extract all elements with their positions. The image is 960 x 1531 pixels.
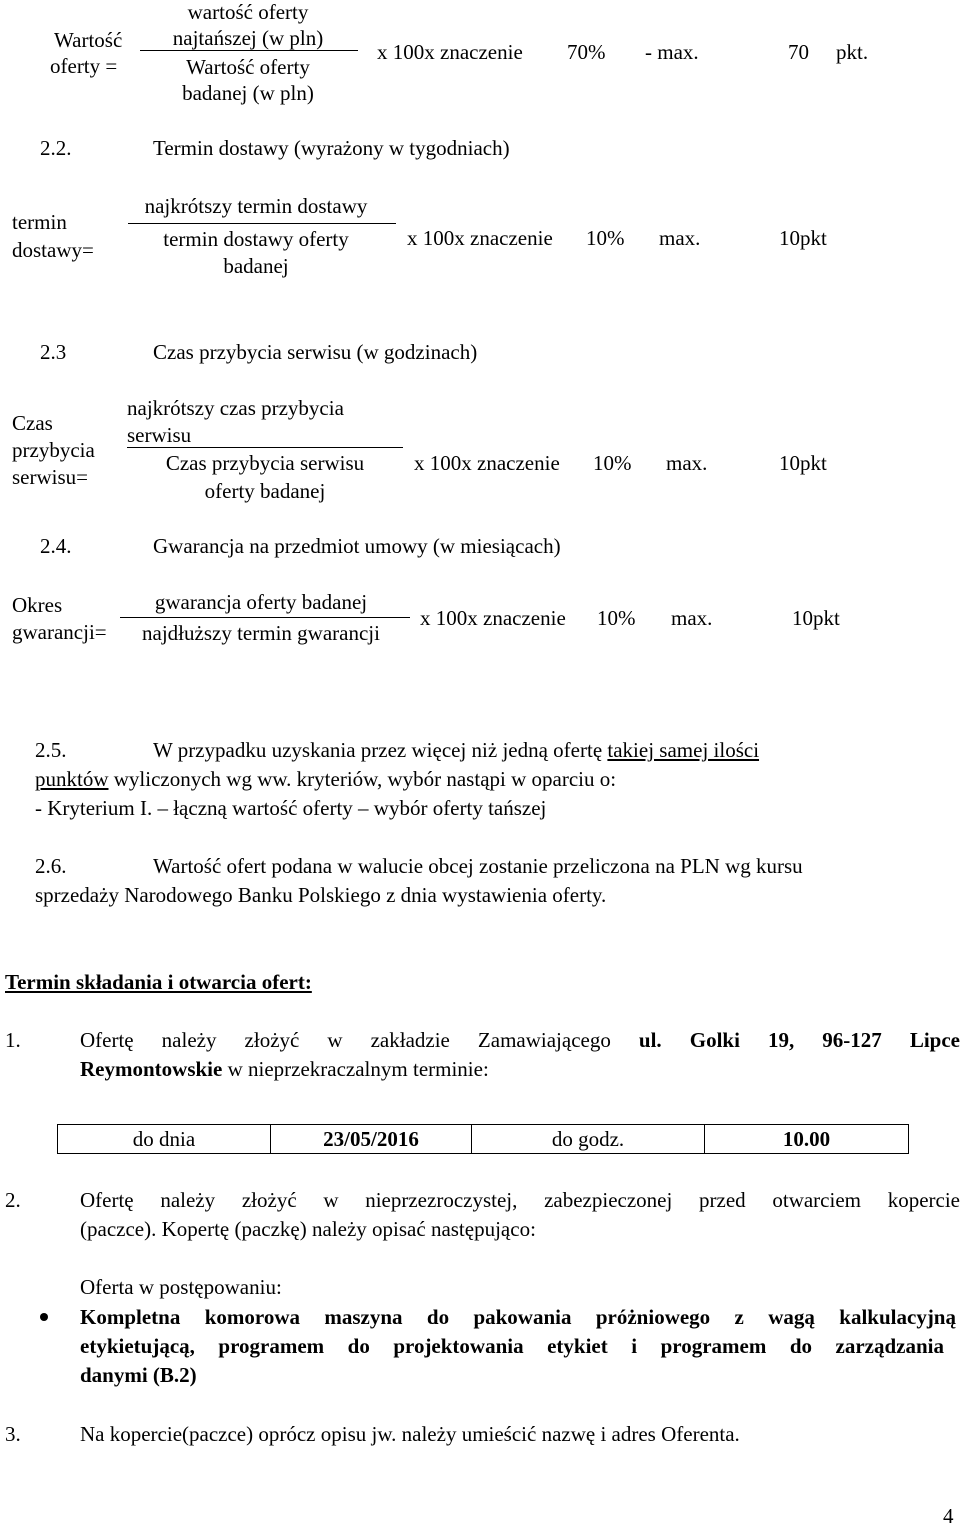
section-2-2-denominator-line1: termin dostawy oferty [163, 227, 349, 251]
price-points: 70 [788, 40, 809, 64]
section-2-5-text-underlined: takiej samej ilości [607, 738, 760, 762]
section-2-4-lhs-line2: gwarancji= [12, 620, 107, 644]
bullet-dot [40, 1313, 48, 1321]
section-2-4-points: 10pkt [792, 606, 840, 630]
section-2-3-lhs-line3: serwisu= [12, 465, 89, 489]
section-2-4-factor: x 100x znaczenie [420, 606, 566, 630]
section-2-3-max: max. [666, 451, 708, 475]
section-2-3-denominator-line1: Czas przybycia serwisu [165, 451, 365, 475]
price-fraction-bar [140, 50, 358, 51]
price-numerator-line1: wartość oferty [187, 0, 309, 24]
section-2-6-number: 2.6. [35, 854, 67, 878]
section-2-3-numerator-line1: najkrótszy czas przybycia [127, 396, 344, 420]
price-weight: 70% [567, 40, 606, 64]
section-2-3-lhs-line1: Czas [12, 411, 53, 435]
price-numerator-line2: najtańszej (w pln) [172, 26, 324, 50]
item-1-line2-plain: w nieprzekraczalnym terminie: [227, 1057, 489, 1081]
item-1-line1 [80, 1030, 960, 1051]
deadline-label-time: do godz. [472, 1125, 705, 1154]
section-2-3-number: 2.3 [40, 340, 67, 364]
item-2-number: 2. [5, 1188, 21, 1212]
deadline-time: 10.00 [705, 1125, 909, 1154]
item-1-line1-plain: Ofertę należy złożyć w zakładzie Zamawiającego [80, 1028, 611, 1052]
price-denominator-line1: Wartość oferty [186, 55, 310, 79]
section-2-2-fraction-bar [128, 223, 396, 224]
section-2-5-text-a: W przypadku uzyskania przez więcej niż jedną ofertę [153, 738, 603, 762]
section-2-3-title: Czas przybycia serwisu (w godzinach) [153, 340, 478, 364]
section-2-4-lhs-line1: Okres [12, 593, 63, 617]
item-2-line2: (paczce). Kopertę (paczkę) należy opisać następująco: [80, 1217, 536, 1241]
section-2-3-fraction-bar [127, 447, 403, 448]
deadline-table [57, 1124, 909, 1154]
price-unit: pkt. [836, 40, 869, 64]
section-2-3-weight: 10% [593, 451, 632, 475]
bullet-line-1: Kompletna komorowa maszyna do pakowania próżniowego z wagą kalkulacyjną [80, 1305, 956, 1329]
bullet-line-3: danymi (B.2) [80, 1363, 197, 1387]
item-1-line2 [80, 1059, 489, 1080]
price-factor: x 100x znaczenie [377, 40, 523, 64]
section-2-5-line2 [35, 769, 616, 790]
price-max: - max. [645, 40, 699, 64]
section-2-2-lhs-line2: dostawy= [12, 238, 94, 262]
section-2-3-lhs-line2: przybycia [12, 438, 95, 462]
page-number: 4 [943, 1504, 954, 1528]
section-2-3-numerator-line2: serwisu [127, 423, 192, 447]
bullet-line-2: etykietującą, programem do projektowania etykiet i programem do zarządzania [80, 1334, 944, 1358]
section-2-2-factor: x 100x znaczenie [407, 226, 553, 250]
deadline-table-row [58, 1125, 909, 1154]
section-2-2-weight: 10% [586, 226, 625, 250]
section-2-3-denominator-line2: oferty badanej [204, 479, 326, 503]
section-2-2-title: Termin dostawy (wyrażony w tygodniach) [153, 136, 510, 160]
section-2-2-max: max. [659, 226, 701, 250]
item-1-number: 1. [5, 1028, 21, 1052]
section-2-5-number: 2.5. [35, 738, 67, 762]
deadline-heading: Termin składania i otwarcia ofert: [5, 970, 312, 994]
price-denominator-line2: badanej (w pln) [182, 81, 314, 105]
section-2-4-fraction-bar [120, 617, 410, 618]
section-2-5-line1 [153, 740, 759, 761]
section-2-5-text-underlined-2: punktów [35, 767, 109, 791]
offer-label: Oferta w postępowaniu: [80, 1275, 282, 1299]
item-1-line2-bold: Reymontowskie [80, 1057, 223, 1081]
section-2-4-title: Gwarancja na przedmiot umowy (w miesiącach) [153, 534, 561, 558]
section-2-2-numerator: najkrótszy termin dostawy [144, 194, 368, 218]
section-2-5-text-b: wyliczonych wg ww. kryteriów, wybór nastąpi w oparciu o: [113, 767, 617, 791]
section-2-2-number: 2.2. [40, 136, 72, 160]
section-2-4-max: max. [671, 606, 713, 630]
section-2-6-line2: sprzedaży Narodowego Banku Polskiego z dnia wystawienia oferty. [35, 883, 607, 907]
section-2-2-denominator-line2: badanej [223, 254, 289, 278]
section-2-3-factor: x 100x znaczenie [414, 451, 560, 475]
item-2-line1: Ofertę należy złożyć w nieprzezroczystej, zabezpieczonej przed otwarciem kopercie [80, 1188, 960, 1212]
section-2-5-line3: - Kryterium I. – łączną wartość oferty – wybór oferty tańszej [35, 796, 547, 820]
section-2-4-number: 2.4. [40, 534, 72, 558]
deadline-date: 23/05/2016 [271, 1125, 472, 1154]
section-2-4-weight: 10% [597, 606, 636, 630]
section-2-3-points: 10pkt [779, 451, 827, 475]
section-2-2-lhs-line1: termin [12, 210, 67, 234]
section-2-6-line1: Wartość ofert podana w walucie obcej zostanie przeliczona na PLN wg kursu [153, 854, 803, 878]
section-2-4-denominator: najdłuższy termin gwarancji [142, 621, 380, 645]
item-1-line1-bold: ul. Golki 19, 96-127 Lipce [638, 1028, 960, 1052]
price-lhs-line1: Wartość [54, 28, 123, 52]
item-3-number: 3. [5, 1422, 21, 1446]
section-2-2-points: 10pkt [779, 226, 827, 250]
item-3-text: Na kopercie(paczce) oprócz opisu jw. należy umieścić nazwę i adres Oferenta. [80, 1422, 740, 1446]
price-lhs-line2: oferty = [50, 54, 118, 78]
deadline-label-date: do dnia [58, 1125, 271, 1154]
section-2-4-numerator: gwarancja oferty badanej [154, 590, 368, 614]
